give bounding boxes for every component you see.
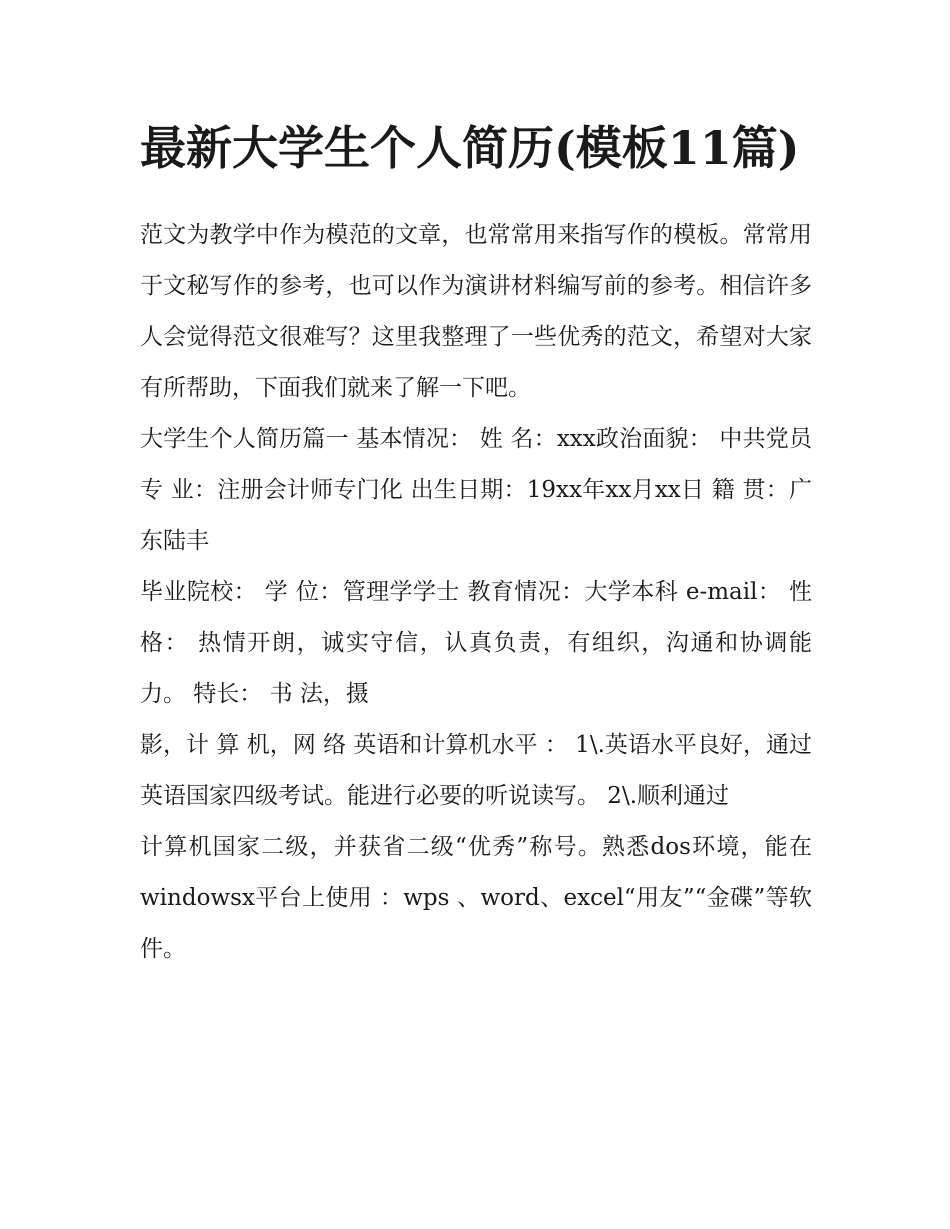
basic-info-paragraph: 大学生个人简历篇一 基本情况： 姓 名：xxx政治面貌： 中共党员 专 业：注册会计师专门化 出生日期：19xx年xx月xx日 籍 贯：广东陆丰 <box>140 426 812 554</box>
computer-skills-paragraph: 计算机国家二级，并获省二级“优秀”称号。熟悉dos环境，能在windowsx平台上使用 ：wps 、word、excel“用友”“金碟”等软件。 <box>140 834 812 962</box>
education-paragraph: 毕业院校： 学 位：管理学学士 教育情况：大学本科 e-mail： 性格： 热情开朗，诚实守信，认真负责，有组织，沟通和协调能力。 特长： 书 法，摄 <box>140 579 812 707</box>
skills-paragraph: 影，计 算 机，网 络 英语和计算机水平 ： 1\.英语水平良好，通过英语国家四级考试。能进行必要的听说读写。 2\.顺利通过 <box>140 732 812 809</box>
document-page <box>140 110 812 975</box>
document-title: 最新大学生个人简历(模板11篇) <box>140 121 800 175</box>
intro-paragraph: 范文为教学中作为模范的文章，也常常用来指写作的模板。常常用于文秘写作的参考，也可以作为演讲材料编写前的参考。相信许多人会觉得范文很难写？这里我整理了一些优秀的范文，希望对大家有所帮助，下面我们就来了解一下吧。 <box>140 222 812 401</box>
